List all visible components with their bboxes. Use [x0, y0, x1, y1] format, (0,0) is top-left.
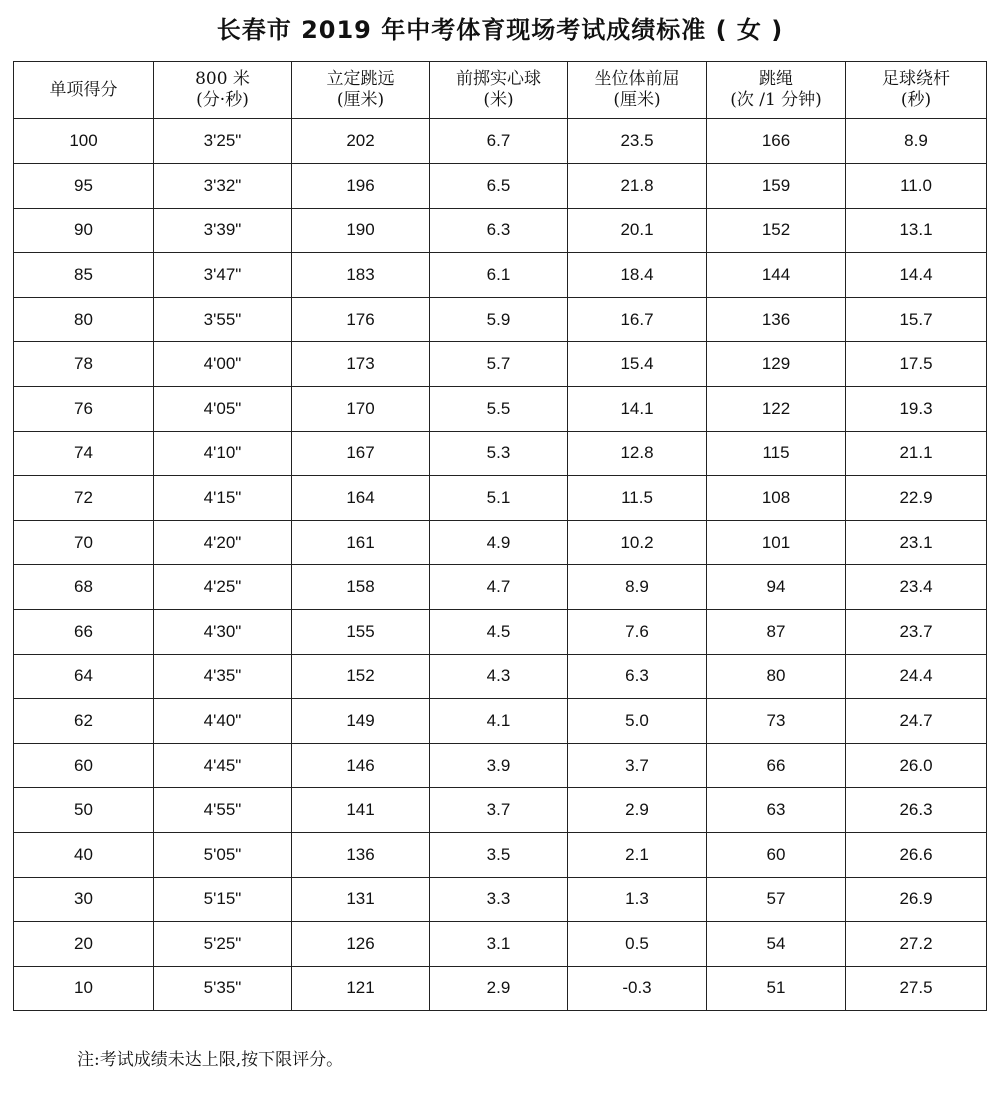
table-cell: 78: [14, 342, 154, 387]
table-row: [14, 208, 987, 253]
table-cell: 3'47": [154, 253, 292, 298]
table-cell: 26.9: [846, 877, 987, 922]
table-cell: 159: [707, 164, 846, 209]
table-cell: 23.1: [846, 520, 987, 565]
header-rope-skipping: 跳绳 (次 /1 分钟): [707, 62, 846, 119]
table-cell: 202: [292, 119, 430, 164]
table-row: [14, 654, 987, 699]
table-cell: 100: [14, 119, 154, 164]
table-cell: 3.1: [430, 922, 568, 967]
table-row: [14, 520, 987, 565]
table-cell: 26.6: [846, 832, 987, 877]
table-cell: 3'55": [154, 297, 292, 342]
table-cell: 66: [707, 743, 846, 788]
table-cell: 158: [292, 565, 430, 610]
table-cell: 2.1: [568, 832, 707, 877]
table-cell: 23.5: [568, 119, 707, 164]
table-cell: 4'35": [154, 654, 292, 699]
table-cell: 19.3: [846, 386, 987, 431]
table-cell: 20: [14, 922, 154, 967]
table-cell: 155: [292, 609, 430, 654]
table-row: [14, 966, 987, 1011]
table-cell: 5.1: [430, 476, 568, 521]
table-row: [14, 877, 987, 922]
table-cell: 1.3: [568, 877, 707, 922]
table-cell: 23.4: [846, 565, 987, 610]
table-cell: 62: [14, 699, 154, 744]
table-cell: 4'05": [154, 386, 292, 431]
table-cell: 173: [292, 342, 430, 387]
table-cell: 40: [14, 832, 154, 877]
table-cell: 141: [292, 788, 430, 833]
table-cell: 4.9: [430, 520, 568, 565]
table-cell: 2.9: [430, 966, 568, 1011]
table-cell: 108: [707, 476, 846, 521]
table-cell: 4'15": [154, 476, 292, 521]
table-cell: 164: [292, 476, 430, 521]
table-cell: 136: [707, 297, 846, 342]
table-cell: 4'25": [154, 565, 292, 610]
table-cell: 5.7: [430, 342, 568, 387]
table-cell: 4.3: [430, 654, 568, 699]
table-cell: 21.8: [568, 164, 707, 209]
table-cell: 76: [14, 386, 154, 431]
table-cell: 196: [292, 164, 430, 209]
table-cell: 94: [707, 565, 846, 610]
table-cell: 5'05": [154, 832, 292, 877]
table-cell: 50: [14, 788, 154, 833]
table-row: [14, 565, 987, 610]
table-cell: 6.3: [568, 654, 707, 699]
table-row: [14, 832, 987, 877]
table-cell: 13.1: [846, 208, 987, 253]
table-cell: 57: [707, 877, 846, 922]
table-row: [14, 922, 987, 967]
table-cell: 26.0: [846, 743, 987, 788]
table-cell: 190: [292, 208, 430, 253]
table-cell: 60: [707, 832, 846, 877]
table-cell: 5.5: [430, 386, 568, 431]
table-cell: 30: [14, 877, 154, 922]
table-cell: 90: [14, 208, 154, 253]
table-cell: 3.9: [430, 743, 568, 788]
table-row: [14, 743, 987, 788]
table-cell: 15.7: [846, 297, 987, 342]
table-cell: 3.3: [430, 877, 568, 922]
table-cell: 85: [14, 253, 154, 298]
table-cell: 27.2: [846, 922, 987, 967]
header-standing-long-jump: 立定跳远 (厘米): [292, 62, 430, 119]
table-cell: 80: [707, 654, 846, 699]
table-row: [14, 386, 987, 431]
table-cell: 64: [14, 654, 154, 699]
table-cell: 87: [707, 609, 846, 654]
table-cell: 27.5: [846, 966, 987, 1011]
table-cell: 129: [707, 342, 846, 387]
table-cell: 6.7: [430, 119, 568, 164]
table-cell: 10: [14, 966, 154, 1011]
table-cell: 51: [707, 966, 846, 1011]
table-cell: 126: [292, 922, 430, 967]
table-cell: 21.1: [846, 431, 987, 476]
table-cell: 4'00": [154, 342, 292, 387]
table-cell: 74: [14, 431, 154, 476]
table-cell: 3.5: [430, 832, 568, 877]
footnote: 注:考试成绩未达上限,按下限评分。: [77, 1050, 344, 1070]
table-cell: 6.3: [430, 208, 568, 253]
table-cell: 6.5: [430, 164, 568, 209]
table-cell: 10.2: [568, 520, 707, 565]
table-cell: 24.4: [846, 654, 987, 699]
table-cell: 4'45": [154, 743, 292, 788]
table-cell: 183: [292, 253, 430, 298]
table-cell: 18.4: [568, 253, 707, 298]
table-cell: 3'25": [154, 119, 292, 164]
header-sit-and-reach: 坐位体前屈 (厘米): [568, 62, 707, 119]
table-cell: 122: [707, 386, 846, 431]
table-cell: 68: [14, 565, 154, 610]
header-score: 单项得分: [14, 62, 154, 119]
table-cell: 72: [14, 476, 154, 521]
table-cell: 5.0: [568, 699, 707, 744]
table-cell: 5'15": [154, 877, 292, 922]
page-title: 长春市 2019 年中考体育现场考试成绩标准 ( 女 ): [216, 16, 784, 44]
table-cell: 146: [292, 743, 430, 788]
table-row: [14, 699, 987, 744]
table-cell: 3'32": [154, 164, 292, 209]
header-800m: 800 米 (分·秒): [154, 62, 292, 119]
table-row: [14, 609, 987, 654]
score-standard-table: [13, 61, 987, 1011]
table-row: [14, 164, 987, 209]
table-cell: 6.1: [430, 253, 568, 298]
table-cell: 80: [14, 297, 154, 342]
table-cell: 2.9: [568, 788, 707, 833]
table-cell: 23.7: [846, 609, 987, 654]
table-cell: -0.3: [568, 966, 707, 1011]
table-cell: 3.7: [568, 743, 707, 788]
table-cell: 115: [707, 431, 846, 476]
table-cell: 12.8: [568, 431, 707, 476]
table-cell: 70: [14, 520, 154, 565]
table-row: [14, 431, 987, 476]
table-cell: 66: [14, 609, 154, 654]
table-cell: 14.4: [846, 253, 987, 298]
table-cell: 3'39": [154, 208, 292, 253]
table-cell: 4.5: [430, 609, 568, 654]
table-cell: 4.1: [430, 699, 568, 744]
table-cell: 8.9: [846, 119, 987, 164]
table-cell: 60: [14, 743, 154, 788]
table-row: [14, 253, 987, 298]
table-cell: 73: [707, 699, 846, 744]
table-cell: 4'30": [154, 609, 292, 654]
table-cell: 4.7: [430, 565, 568, 610]
table-cell: 54: [707, 922, 846, 967]
table-cell: 63: [707, 788, 846, 833]
table-row: [14, 788, 987, 833]
table-cell: 167: [292, 431, 430, 476]
table-cell: 152: [707, 208, 846, 253]
table-cell: 16.7: [568, 297, 707, 342]
table-cell: 4'55": [154, 788, 292, 833]
table-row: [14, 342, 987, 387]
table-cell: 136: [292, 832, 430, 877]
table-cell: 11.0: [846, 164, 987, 209]
table-cell: 7.6: [568, 609, 707, 654]
table-cell: 176: [292, 297, 430, 342]
table-header-row: [14, 62, 987, 119]
table-cell: 22.9: [846, 476, 987, 521]
table-cell: 5.3: [430, 431, 568, 476]
table-cell: 149: [292, 699, 430, 744]
table-cell: 8.9: [568, 565, 707, 610]
table-cell: 20.1: [568, 208, 707, 253]
table-cell: 131: [292, 877, 430, 922]
table-cell: 3.7: [430, 788, 568, 833]
table-cell: 0.5: [568, 922, 707, 967]
table-cell: 4'20": [154, 520, 292, 565]
table-cell: 5.9: [430, 297, 568, 342]
table-cell: 17.5: [846, 342, 987, 387]
header-soccer-dribble: 足球绕杆 (秒): [846, 62, 987, 119]
table-cell: 24.7: [846, 699, 987, 744]
table-row: [14, 476, 987, 521]
table-cell: 152: [292, 654, 430, 699]
table-cell: 166: [707, 119, 846, 164]
table-cell: 5'25": [154, 922, 292, 967]
table-cell: 14.1: [568, 386, 707, 431]
table-cell: 144: [707, 253, 846, 298]
table-cell: 4'40": [154, 699, 292, 744]
table-row: [14, 297, 987, 342]
table-cell: 161: [292, 520, 430, 565]
table-cell: 26.3: [846, 788, 987, 833]
table-cell: 101: [707, 520, 846, 565]
header-medicine-ball-throw: 前掷实心球 (米): [430, 62, 568, 119]
table-cell: 5'35": [154, 966, 292, 1011]
table-cell: 121: [292, 966, 430, 1011]
table-cell: 15.4: [568, 342, 707, 387]
table-cell: 11.5: [568, 476, 707, 521]
table-cell: 4'10": [154, 431, 292, 476]
table-cell: 170: [292, 386, 430, 431]
table-cell: 95: [14, 164, 154, 209]
table-row: [14, 119, 987, 164]
